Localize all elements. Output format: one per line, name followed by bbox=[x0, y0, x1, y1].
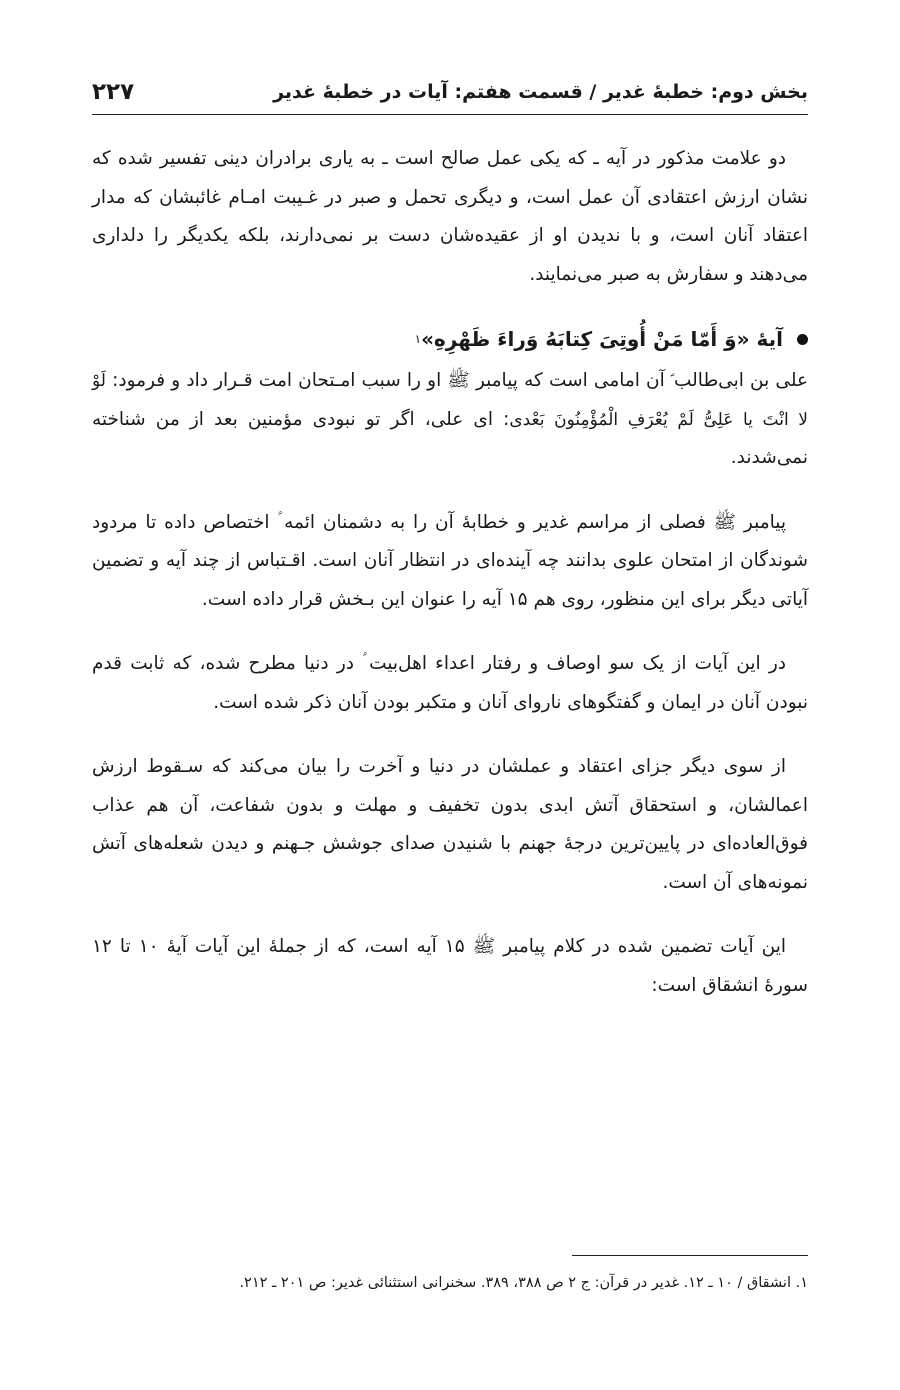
paragraph-6: این آیات تضمین شده در کلام پیامبر ﷺ ۱۵ آیه است، که از جملۀ این آیات آیۀ ۱۰ تا ۱۲ سورۀ انشقاق است: bbox=[92, 936, 808, 996]
heading-text: آیۀ «وَ أَمّا مَنْ أُوتِیَ کِتابَهُ وَراءَ ظَهْرِهِ» bbox=[421, 327, 783, 351]
paragraph-2-text-b: : ای علی، اگر تو نبودی مؤمنین بعد از من شناخته نمی‌شدند. bbox=[92, 408, 808, 468]
page-header bbox=[92, 70, 808, 115]
footnote: ۱. انشقاق / ۱۰ ـ ۱۲. غدیر در قرآن: ج ۲ ص ۳۸۸، ۳۸۹. سخنرانی استثنائی غدیر: ص ۲۰۱ ـ ۲۱۲. bbox=[239, 1275, 808, 1291]
running-title: بخش دوم: خطبۀ غدیر / قسمت هفتم: آیات در خطبۀ غدیر bbox=[273, 81, 808, 103]
hadith-quote: لَوْ لا انْتَ یا عَلِیُّ لَمْ یُعْرَفِ الْمُؤْمِنُونَ بَعْدی bbox=[92, 371, 808, 430]
bullet-icon bbox=[797, 334, 808, 345]
section-heading bbox=[92, 320, 808, 358]
paragraph-4: در این آیات از یک سو اوصاف و رفتار اعداء اهل‌بیت ؑ در دنیا مطرح شده، که ثابت قدم نبودن آنان در ایمان و گفتگوهای ناروای آنان و متکبر بودن آنان ذکر شده است. bbox=[92, 653, 808, 713]
paragraph-3: پیامبر ﷺ فصلی از مراسم غدیر و خطابۀ آن را به دشمنان ائمه ؑ اختصاص داده تا مردود شوندگان از امتحان علوی بدانند چه آینده‌ای در انتظار آنان است. اقـتباس از چند آیه و تضمین آیاتی دیگر برای این منظور، روی هم ۱۵ آیه را عنوان این بـخش قرار داده است. bbox=[92, 511, 808, 610]
paragraph-1: دو علامت مذکور در آیه ـ که یکی عمل صالح است ـ به یاری برادران دینی تفسیر شده که نشان ارزش اعتقادی آن عمل است، و دیگری تحمل و صبر در غـیبت امـام غائبشان که مدار اعتقاد آنان است، و با ندیدن او از عقیده‌شان دست بر نمی‌دارند، بلکه یکدیگر را دلداری می‌دهند و سفارش به صبر می‌نمایند. bbox=[92, 148, 808, 285]
page-number: ۲۲۷ bbox=[92, 79, 135, 105]
footnote-divider bbox=[572, 1255, 808, 1256]
page-body bbox=[92, 140, 808, 1031]
footnote-marker: ۱ bbox=[414, 332, 422, 346]
paragraph-5: از سوی دیگر جزای اعتقاد و عملشان در دنیا و آخرت را بیان می‌کند که سـقوط ارزش اعمالشان، و استحقاق آتش ابدی بدون تخفیف و مهلت و بدون شفاعت، آن هم عذاب فوق‌العاده‌ای در پایین‌ترین درجۀ جهنم با شنیدن صدای جوشش جـهنم و دیدن شعله‌های آتش نمونه‌های آن است. bbox=[92, 756, 808, 893]
paragraph-2-text-a: علی بن ابی‌طالب ؑ آن امامی است که پیامبر ﷺ او را سبب امـتحان امت قـرار داد و فرمود: bbox=[105, 370, 808, 391]
paragraph-2 bbox=[92, 362, 808, 478]
